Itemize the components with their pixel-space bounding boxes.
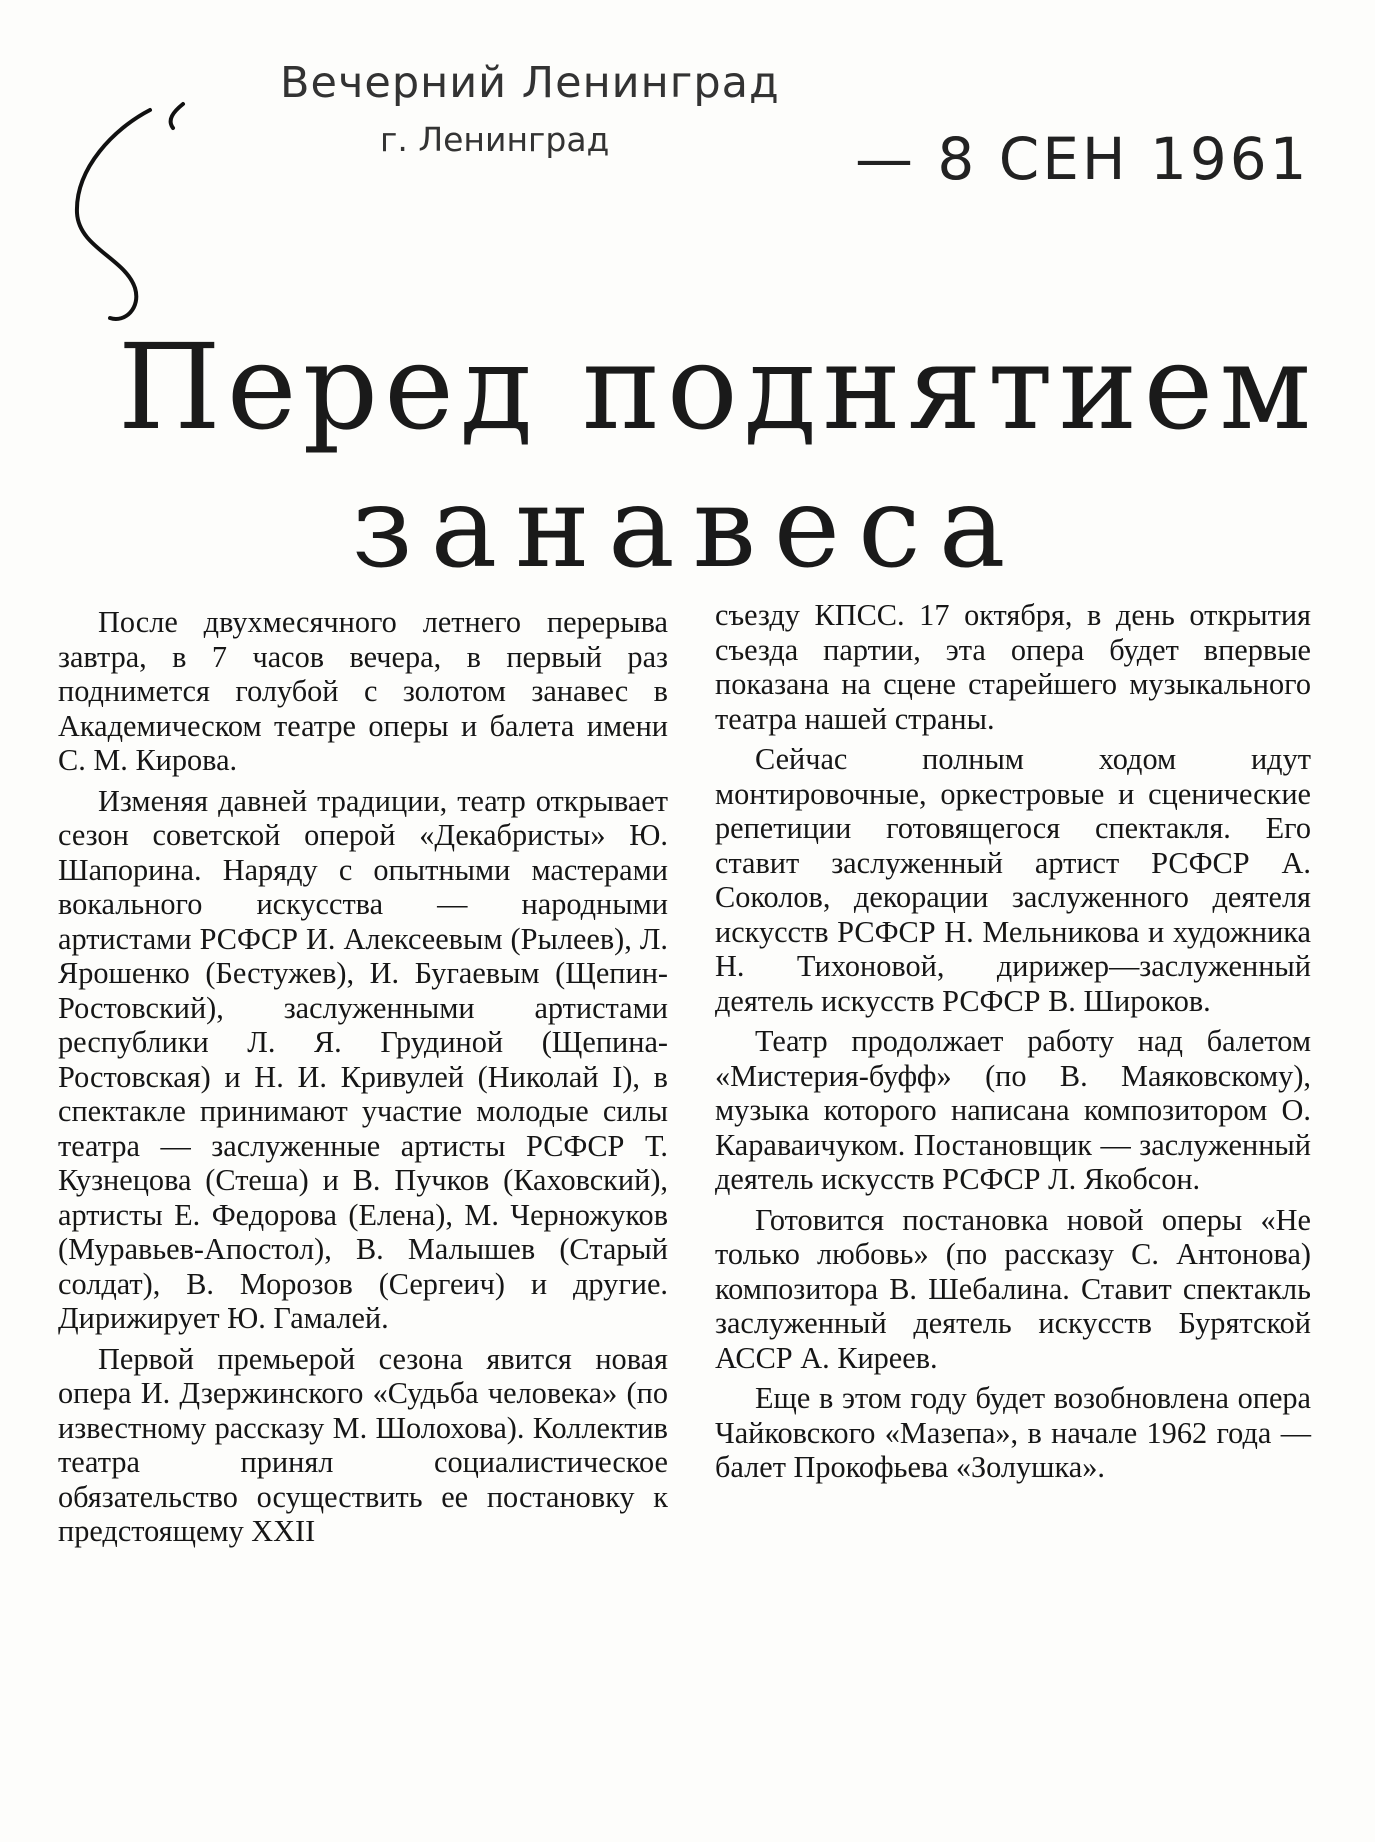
paragraph: Театр продолжает работу над балетом «Мистерия-буфф» (по В. Маяковскому), музыка которого написана композитором О. Караваичуком. Постановщик — заслуженный деятель искусств РСФСР Л. Якобсон.: [715, 1024, 1311, 1196]
article-right-column: [715, 598, 1311, 1491]
paragraph: Первой премьерой сезона явится новая опера И. Дзержинского «Судьба человека» (по известному рассказу М. Шолохова). Коллектив театра принял социалистическое обязательство осуществить ее постановку к предстоящему XXII: [58, 1341, 668, 1548]
paragraph: Изменяя давней традиции, театр открывает сезон советской оперой «Декабристы» Ю. Шапорина. Наряду с опытными мастерами вокального искусства — народными артистами РСФСР И. Алексеевым (Рылеев), Л. Ярошенко (Бестужев), И. Бугаевым (Щепин-Ростовский), заслуженными артистами республики Л. Я. Грудиной (Щепина-Ростовская) и Н. И. Кривулей (Николай I), в спектакле принимают участие молодые силы театра — заслуженные артисты РСФСР Т. Кузнецова (Стеша) и В. Пучков (Каховский), артисты Е. Федорова (Елена), М. Черножуков (Муравьев-Апостол), В. Малышев (Старый солдат), В. Морозов (Сергеич) и другие. Дирижирует Ю. Гамалей.: [58, 783, 668, 1335]
paragraph: Сейчас полным ходом идут монтировочные, оркестровые и сценические репетиции готовящегося спектакля. Его ставит заслуженный артист РСФСР А. Соколов, декорации заслуженного деятеля искусств РСФСР Н. Мельникова и художника Н. Тихоновой, дирижер—заслуженный деятель искусств РСФСР В. Широков.: [715, 742, 1311, 1018]
paragraph-continuation: съезду КПСС. 17 октября, в день открытия съезда партии, эта опера будет впервые показана на сцене старейшего музыкального театра нашей страны.: [715, 598, 1311, 736]
paragraph: Еще в этом году будет возобновлена опера Чайковского «Мазепа», в начале 1962 года — балет Прокофьева «Золушка».: [715, 1381, 1311, 1484]
handwritten-mark: [55, 98, 205, 328]
paragraph: Готовится постановка новой оперы «Не только любовь» (по рассказу С. Антонова) композитора В. Шебалина. Ставит спектакль заслуженный деятель искусств Бурятской АССР А. Киреев.: [715, 1202, 1311, 1375]
newspaper-name-stamp: Вечерний Ленинград: [280, 58, 780, 108]
article-left-column: [58, 605, 668, 1555]
date-stamp: — 8 СЕН 1961: [855, 125, 1310, 193]
city-stamp: г. Ленинград: [380, 120, 610, 159]
headline-line-2: занавеса: [351, 463, 1024, 593]
headline-line-1: Перед поднятием: [117, 318, 1318, 456]
paragraph: После двухмесячного летнего перерыва завтра, в 7 часов вечера, в первый раз поднимется голубой с золотом занавес в Академическом театре оперы и балета имени С. М. Кирова.: [58, 605, 668, 777]
